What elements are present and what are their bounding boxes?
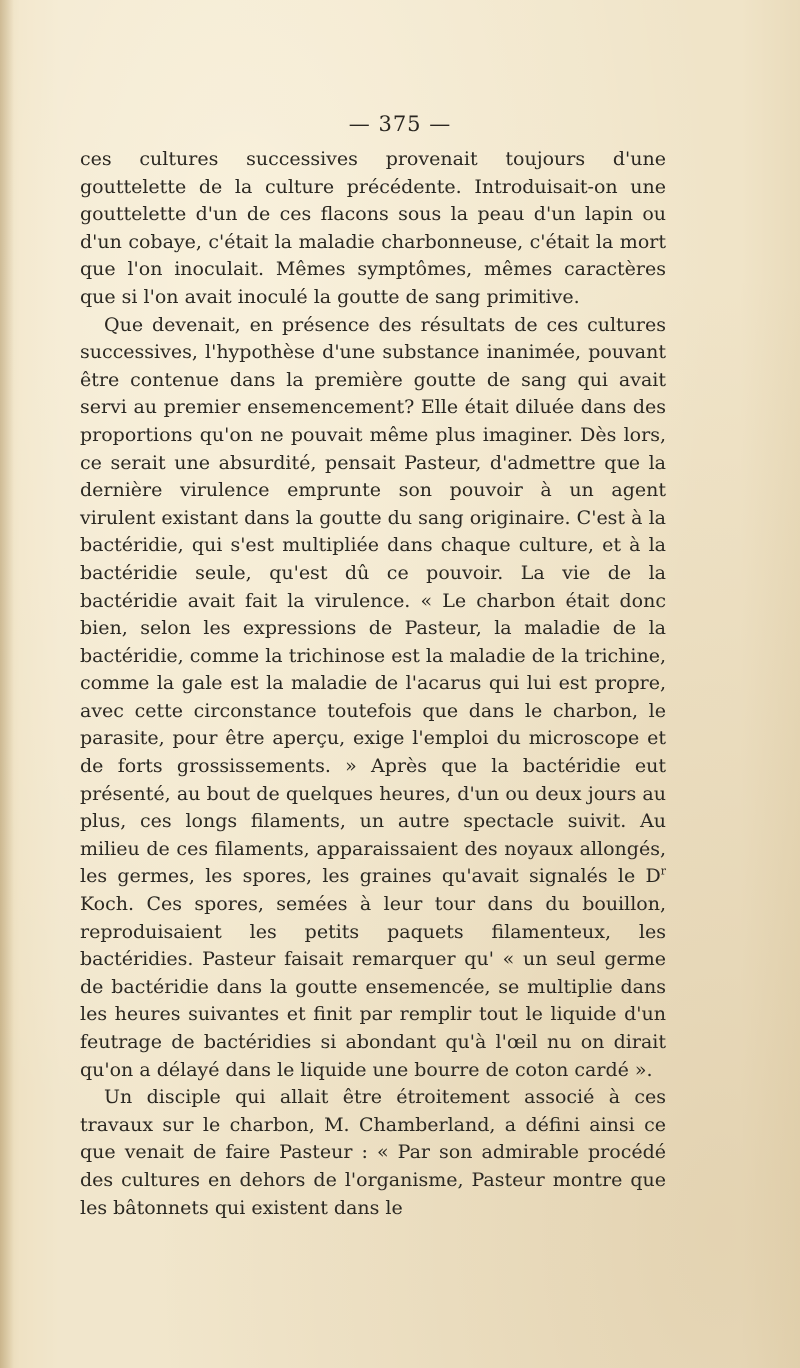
page-number: — 375 — — [348, 112, 452, 136]
paragraph-1 — [80, 146, 666, 312]
paragraph-2-text-continued: Koch. Ces spores, semées à leur tour dans du bouillon, reproduisaient les petits paquets filamenteux, les bactéridies. Pasteur faisait remarquer qu' « un seul germe de bactéridie dans la goutte ensemencée, se multiplie dans les heures suivantes et finit par remplir tout le liquide d'un feutrage de bactéridies si abondant qu'à l'œil nu on dirait qu'on a délayé dans le liquide une bourre de coton cardé ». — [80, 893, 666, 1081]
paragraph-3-text: Un disciple qui allait être étroitement associé à ces travaux sur le charbon, M. Chamberland, a défini ainsi ce que venait de faire Pasteur : « Par son admirable procédé des cultures en dehors de l'organisme, Pasteur montre que les bâtonnets qui existent dans le — [80, 1086, 666, 1219]
paragraph-2-text: Que devenait, en présence des résultats de ces cultures successives, l'hypothèse d'une substance inanimée, pouvant être contenue dans la première goutte de sang qui avait servi au premier ensemencement? Elle était diluée dans des proportions qu'on ne pouvait même plus imaginer. Dès lors, ce serait une absurdité, pensait Pasteur, d'admettre que la dernière virulence emprunte son pouvoir à un agent virulent existant dans la goutte du sang originaire. C'est à la bactéridie, qui s'est multipliée dans chaque culture, et à la bactéridie seule, qu'est dû ce pouvoir. La vie de la bactéridie avait fait la virulence. « Le charbon était donc bien, selon les expressions de Pasteur, la maladie de la bactéridie, comme la trichinose est la maladie de la trichine, comme la gale est la maladie de l'acarus qui lui est propre, avec cette circonstance toutefois que dans le charbon, le parasite, pour être aperçu, exige l'emploi du microscope et de forts grossissements. » Après que la bactéridie eut présenté, au bout de quelques heures, d'un ou deux jours au plus, ces longs filaments, un autre spectacle suivit. Au milieu de ces filaments, apparaissaient des noyaux allongés, les germes, les spores, les graines qu'avait signalés le D — [80, 313, 666, 888]
paragraph-2 — [80, 312, 666, 1085]
paragraph-3 — [80, 1084, 666, 1222]
paragraph-1-text: ces cultures successives provenait toujours d'une gouttelette de la culture précédente. Introduisait-on une gouttelette d'un de ces flacons sous la peau d'un lapin ou d'un cobaye, c'était la maladie charbonneuse, c'était la mort que l'on inoculait. Mêmes symptômes, mêmes caractères que si l'on avait inoculé la goutte de sang primitive. — [80, 148, 666, 308]
page-gutter-shadow — [0, 0, 14, 1368]
body-text — [80, 146, 666, 1222]
doctor-abbrev-superscript: r — [660, 865, 666, 879]
